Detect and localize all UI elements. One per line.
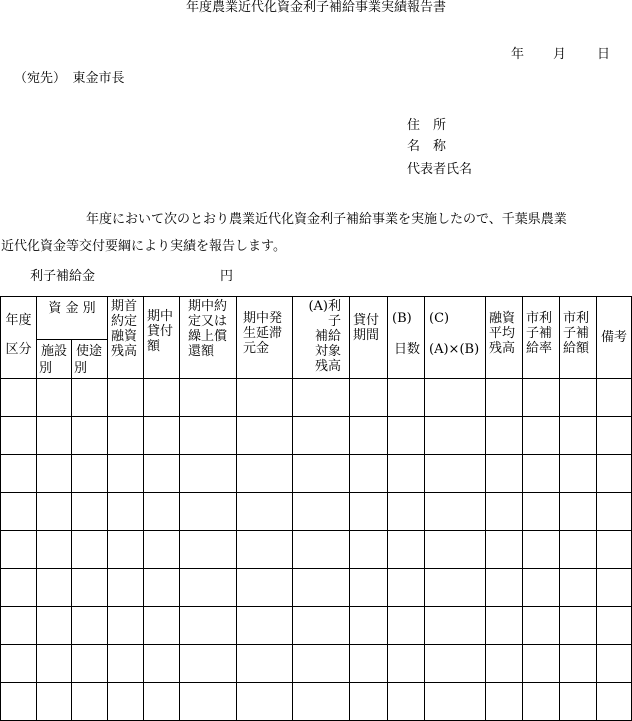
table-cell[interactable]: [37, 379, 72, 417]
table-cell[interactable]: [72, 379, 108, 417]
table-cell[interactable]: [388, 455, 425, 493]
table-cell[interactable]: [180, 493, 237, 531]
table-cell[interactable]: [293, 569, 350, 607]
table-cell[interactable]: [108, 379, 144, 417]
table-header-row: [1, 297, 632, 340]
table-cell[interactable]: [1, 645, 37, 683]
col-loan-header: [144, 297, 180, 379]
table-cell[interactable]: [237, 607, 293, 645]
table-cell[interactable]: [237, 683, 293, 721]
table-cell[interactable]: [425, 531, 486, 569]
table-cell[interactable]: [293, 531, 350, 569]
table-cell[interactable]: [293, 645, 350, 683]
body-text-line-2: 近代化資金等交付要綱により実績を報告します。: [1, 239, 286, 254]
col-c-formula: (A)×(B): [429, 342, 480, 357]
date-year-label: 年: [511, 47, 525, 62]
table-cell[interactable]: [293, 455, 350, 493]
table-cell[interactable]: [144, 645, 180, 683]
col-repay-header: [180, 297, 237, 379]
header-text-line: 額: [147, 339, 161, 354]
body-text-line-1: 年度において次のとおり農業近代化資金利子補給事業を実施したので、千葉県農業: [86, 212, 567, 227]
table-cell[interactable]: [597, 455, 632, 493]
table-cell[interactable]: [37, 455, 72, 493]
table-cell[interactable]: [108, 455, 144, 493]
header-text-line: 期中: [147, 309, 174, 324]
table-cell[interactable]: [523, 531, 560, 569]
table-cell[interactable]: [180, 569, 237, 607]
table-cell[interactable]: [144, 455, 180, 493]
table-cell[interactable]: [388, 417, 425, 455]
col-b-days: 日数: [394, 342, 421, 357]
table-cell[interactable]: [37, 607, 72, 645]
applicant-name-label: 名 称: [407, 139, 447, 154]
table-cell[interactable]: [72, 493, 108, 531]
header-text-line: 残高: [489, 341, 516, 356]
table-cell[interactable]: [108, 683, 144, 721]
table-cell[interactable]: [560, 607, 597, 645]
table-cell[interactable]: [388, 569, 425, 607]
header-text-line: 融資: [111, 329, 138, 344]
table-cell[interactable]: [293, 493, 350, 531]
table-cell[interactable]: [425, 379, 486, 417]
col-rate-header: [523, 297, 560, 379]
table-cell[interactable]: [37, 531, 72, 569]
table-cell[interactable]: [180, 645, 237, 683]
date-month-label: 月: [553, 47, 567, 62]
table-cell[interactable]: [486, 379, 523, 417]
table-cell[interactable]: [72, 569, 108, 607]
table-cell[interactable]: [180, 607, 237, 645]
table-cell[interactable]: [388, 379, 425, 417]
table-cell[interactable]: [180, 455, 237, 493]
col-b-header: [388, 297, 425, 379]
table-cell[interactable]: [350, 683, 388, 721]
table-cell[interactable]: [237, 645, 293, 683]
category-header-text: 区分: [5, 342, 32, 357]
table-cell[interactable]: [108, 569, 144, 607]
header-text-line: 残高: [111, 344, 138, 359]
year-header-text: 年度: [5, 313, 32, 328]
table-row: [1, 417, 632, 455]
header-text-line: 期中発: [243, 311, 283, 326]
table-cell[interactable]: [523, 417, 560, 455]
table-cell[interactable]: [1, 455, 37, 493]
header-text-line: 元金: [243, 341, 270, 356]
header-text-line: 期間: [353, 328, 380, 343]
report-table: [0, 296, 632, 721]
table-cell[interactable]: [293, 683, 350, 721]
header-text-line: 残高: [315, 359, 342, 374]
table-cell[interactable]: [425, 455, 486, 493]
header-text-line: 子補: [526, 326, 553, 341]
table-cell[interactable]: [37, 417, 72, 455]
table-cell[interactable]: [237, 379, 293, 417]
table-cell[interactable]: [144, 379, 180, 417]
facility-header-line-2: 別: [39, 361, 53, 376]
table-cell[interactable]: [560, 683, 597, 721]
table-cell[interactable]: [72, 607, 108, 645]
header-text-line: (A)利子: [308, 299, 342, 329]
table-cell[interactable]: [597, 531, 632, 569]
table-cell[interactable]: [597, 493, 632, 531]
year-category-header: [1, 297, 37, 379]
usage-header-line-2: 別: [74, 361, 88, 376]
table-cell[interactable]: [237, 417, 293, 455]
table-cell[interactable]: [293, 607, 350, 645]
table-cell[interactable]: [180, 417, 237, 455]
table-cell[interactable]: [108, 531, 144, 569]
header-text-line: 貸付: [353, 313, 380, 328]
table-row: [1, 379, 632, 417]
table-cell[interactable]: [37, 683, 72, 721]
usage-header-line-1: 使途: [76, 344, 103, 359]
table-cell[interactable]: [37, 569, 72, 607]
header-text-line: 繰上償: [188, 329, 228, 344]
table-cell[interactable]: [293, 417, 350, 455]
table-cell[interactable]: [560, 493, 597, 531]
table-row: [1, 645, 632, 683]
table-cell[interactable]: [1, 531, 37, 569]
table-cell[interactable]: [425, 645, 486, 683]
header-text-line: 平均: [489, 326, 516, 341]
table-cell[interactable]: [523, 379, 560, 417]
table-cell[interactable]: [560, 455, 597, 493]
col-overdue-header: [237, 297, 293, 379]
table-cell[interactable]: [560, 531, 597, 569]
table-cell[interactable]: [425, 493, 486, 531]
table-cell[interactable]: [72, 455, 108, 493]
table-cell[interactable]: [425, 607, 486, 645]
table-cell[interactable]: [144, 607, 180, 645]
header-text-line: 生延滞: [243, 326, 283, 341]
table-cell[interactable]: [350, 645, 388, 683]
table-cell[interactable]: [486, 607, 523, 645]
table-cell[interactable]: [1, 683, 37, 721]
table-cell[interactable]: [144, 417, 180, 455]
table-cell[interactable]: [486, 569, 523, 607]
table-cell[interactable]: [237, 455, 293, 493]
fund-group-header: 資 金 別: [37, 297, 108, 340]
table-cell[interactable]: [388, 645, 425, 683]
col-a-header: [293, 297, 350, 379]
table-cell[interactable]: [486, 455, 523, 493]
table-cell[interactable]: [1, 569, 37, 607]
table-cell[interactable]: [597, 417, 632, 455]
header-text-line: 融資: [489, 311, 516, 326]
col-balance-start-header: [108, 297, 144, 379]
header-text-line: 貸付: [147, 324, 174, 339]
table-cell[interactable]: [523, 683, 560, 721]
table-cell[interactable]: [72, 645, 108, 683]
table-cell[interactable]: [523, 569, 560, 607]
table-cell[interactable]: [597, 683, 632, 721]
header-text-line: 対象: [315, 344, 342, 359]
table-cell[interactable]: [388, 531, 425, 569]
table-cell[interactable]: [72, 683, 108, 721]
table-cell[interactable]: [72, 417, 108, 455]
table-cell[interactable]: [37, 645, 72, 683]
table-row: [1, 569, 632, 607]
header-text-line: 期中約: [188, 299, 228, 314]
table-cell[interactable]: [144, 569, 180, 607]
header-text-line: 給額: [563, 341, 590, 356]
table-cell[interactable]: [523, 645, 560, 683]
table-cell[interactable]: [486, 493, 523, 531]
table-cell[interactable]: [350, 455, 388, 493]
header-text-line: 給率: [526, 341, 553, 356]
facility-header-line-1: 施設: [41, 344, 68, 359]
addressee: （宛先） 東金市長: [14, 71, 125, 86]
table-cell[interactable]: [597, 607, 632, 645]
table-cell[interactable]: [425, 569, 486, 607]
table-cell[interactable]: [108, 607, 144, 645]
header-text-line: 約定: [111, 314, 138, 329]
table-cell[interactable]: [144, 683, 180, 721]
col-remarks-header: 備考: [597, 297, 632, 379]
header-text-line: 市利: [563, 311, 590, 326]
usage-header: [72, 340, 108, 379]
subsidy-amount-label: 利子補給金: [30, 269, 96, 284]
col-loan-period-header: [350, 297, 388, 379]
table-cell[interactable]: [350, 607, 388, 645]
table-cell[interactable]: [180, 683, 237, 721]
table-cell[interactable]: [108, 493, 144, 531]
table-row: [1, 455, 632, 493]
table-cell[interactable]: [486, 645, 523, 683]
header-text-line: 期首: [111, 299, 138, 314]
col-b-label: (B): [392, 311, 412, 326]
table-cell[interactable]: [350, 379, 388, 417]
table-cell[interactable]: [425, 417, 486, 455]
table-cell[interactable]: [108, 645, 144, 683]
table-cell[interactable]: [597, 645, 632, 683]
table-cell[interactable]: [350, 569, 388, 607]
table-cell[interactable]: [560, 417, 597, 455]
page-title: 年度農業近代化資金利子補給事業実績報告書: [185, 0, 446, 15]
table-cell[interactable]: [237, 531, 293, 569]
col-subsidy-header: [560, 297, 597, 379]
table-cell[interactable]: [72, 531, 108, 569]
header-text-line: 補給: [315, 329, 342, 344]
table-cell[interactable]: [560, 379, 597, 417]
table-cell[interactable]: [144, 493, 180, 531]
table-cell[interactable]: [180, 531, 237, 569]
table-row: [1, 531, 632, 569]
table-cell[interactable]: [1, 379, 37, 417]
table-cell[interactable]: [523, 493, 560, 531]
table-cell[interactable]: [388, 607, 425, 645]
table-cell[interactable]: [388, 493, 425, 531]
table-cell[interactable]: [350, 417, 388, 455]
table-cell[interactable]: [144, 531, 180, 569]
table-cell[interactable]: [37, 493, 72, 531]
table-cell[interactable]: [180, 379, 237, 417]
table-row: [1, 493, 632, 531]
table-cell[interactable]: [486, 417, 523, 455]
table-cell[interactable]: [108, 417, 144, 455]
header-text-line: 市利: [526, 311, 553, 326]
col-avg-header: [486, 297, 523, 379]
table-cell[interactable]: [597, 569, 632, 607]
table-cell[interactable]: [560, 645, 597, 683]
date-day-label: 日: [597, 47, 611, 62]
table-cell[interactable]: [1, 493, 37, 531]
applicant-address-label: 住 所: [407, 118, 447, 133]
table-cell[interactable]: [388, 683, 425, 721]
subsidy-amount-unit: 円: [220, 269, 234, 284]
table-cell[interactable]: [293, 379, 350, 417]
table-row: [1, 607, 632, 645]
table-cell[interactable]: [486, 531, 523, 569]
table-row: [1, 683, 632, 721]
table-cell[interactable]: [1, 607, 37, 645]
table-cell[interactable]: [597, 379, 632, 417]
facility-header: [37, 340, 72, 379]
table-cell[interactable]: [425, 683, 486, 721]
table-cell[interactable]: [1, 417, 37, 455]
col-c-header: [425, 297, 486, 379]
header-text-line: 還額: [188, 344, 215, 359]
table-cell[interactable]: [350, 531, 388, 569]
col-c-label: (C): [429, 311, 450, 326]
table-cell[interactable]: [350, 493, 388, 531]
table-cell[interactable]: [523, 455, 560, 493]
header-text-line: 定又は: [188, 314, 228, 329]
table-cell[interactable]: [237, 493, 293, 531]
table-cell[interactable]: [237, 569, 293, 607]
header-text-line: 子補: [563, 326, 590, 341]
table-cell[interactable]: [486, 683, 523, 721]
applicant-representative-label: 代表者氏名: [407, 162, 473, 177]
table-cell[interactable]: [560, 569, 597, 607]
table-cell[interactable]: [523, 607, 560, 645]
